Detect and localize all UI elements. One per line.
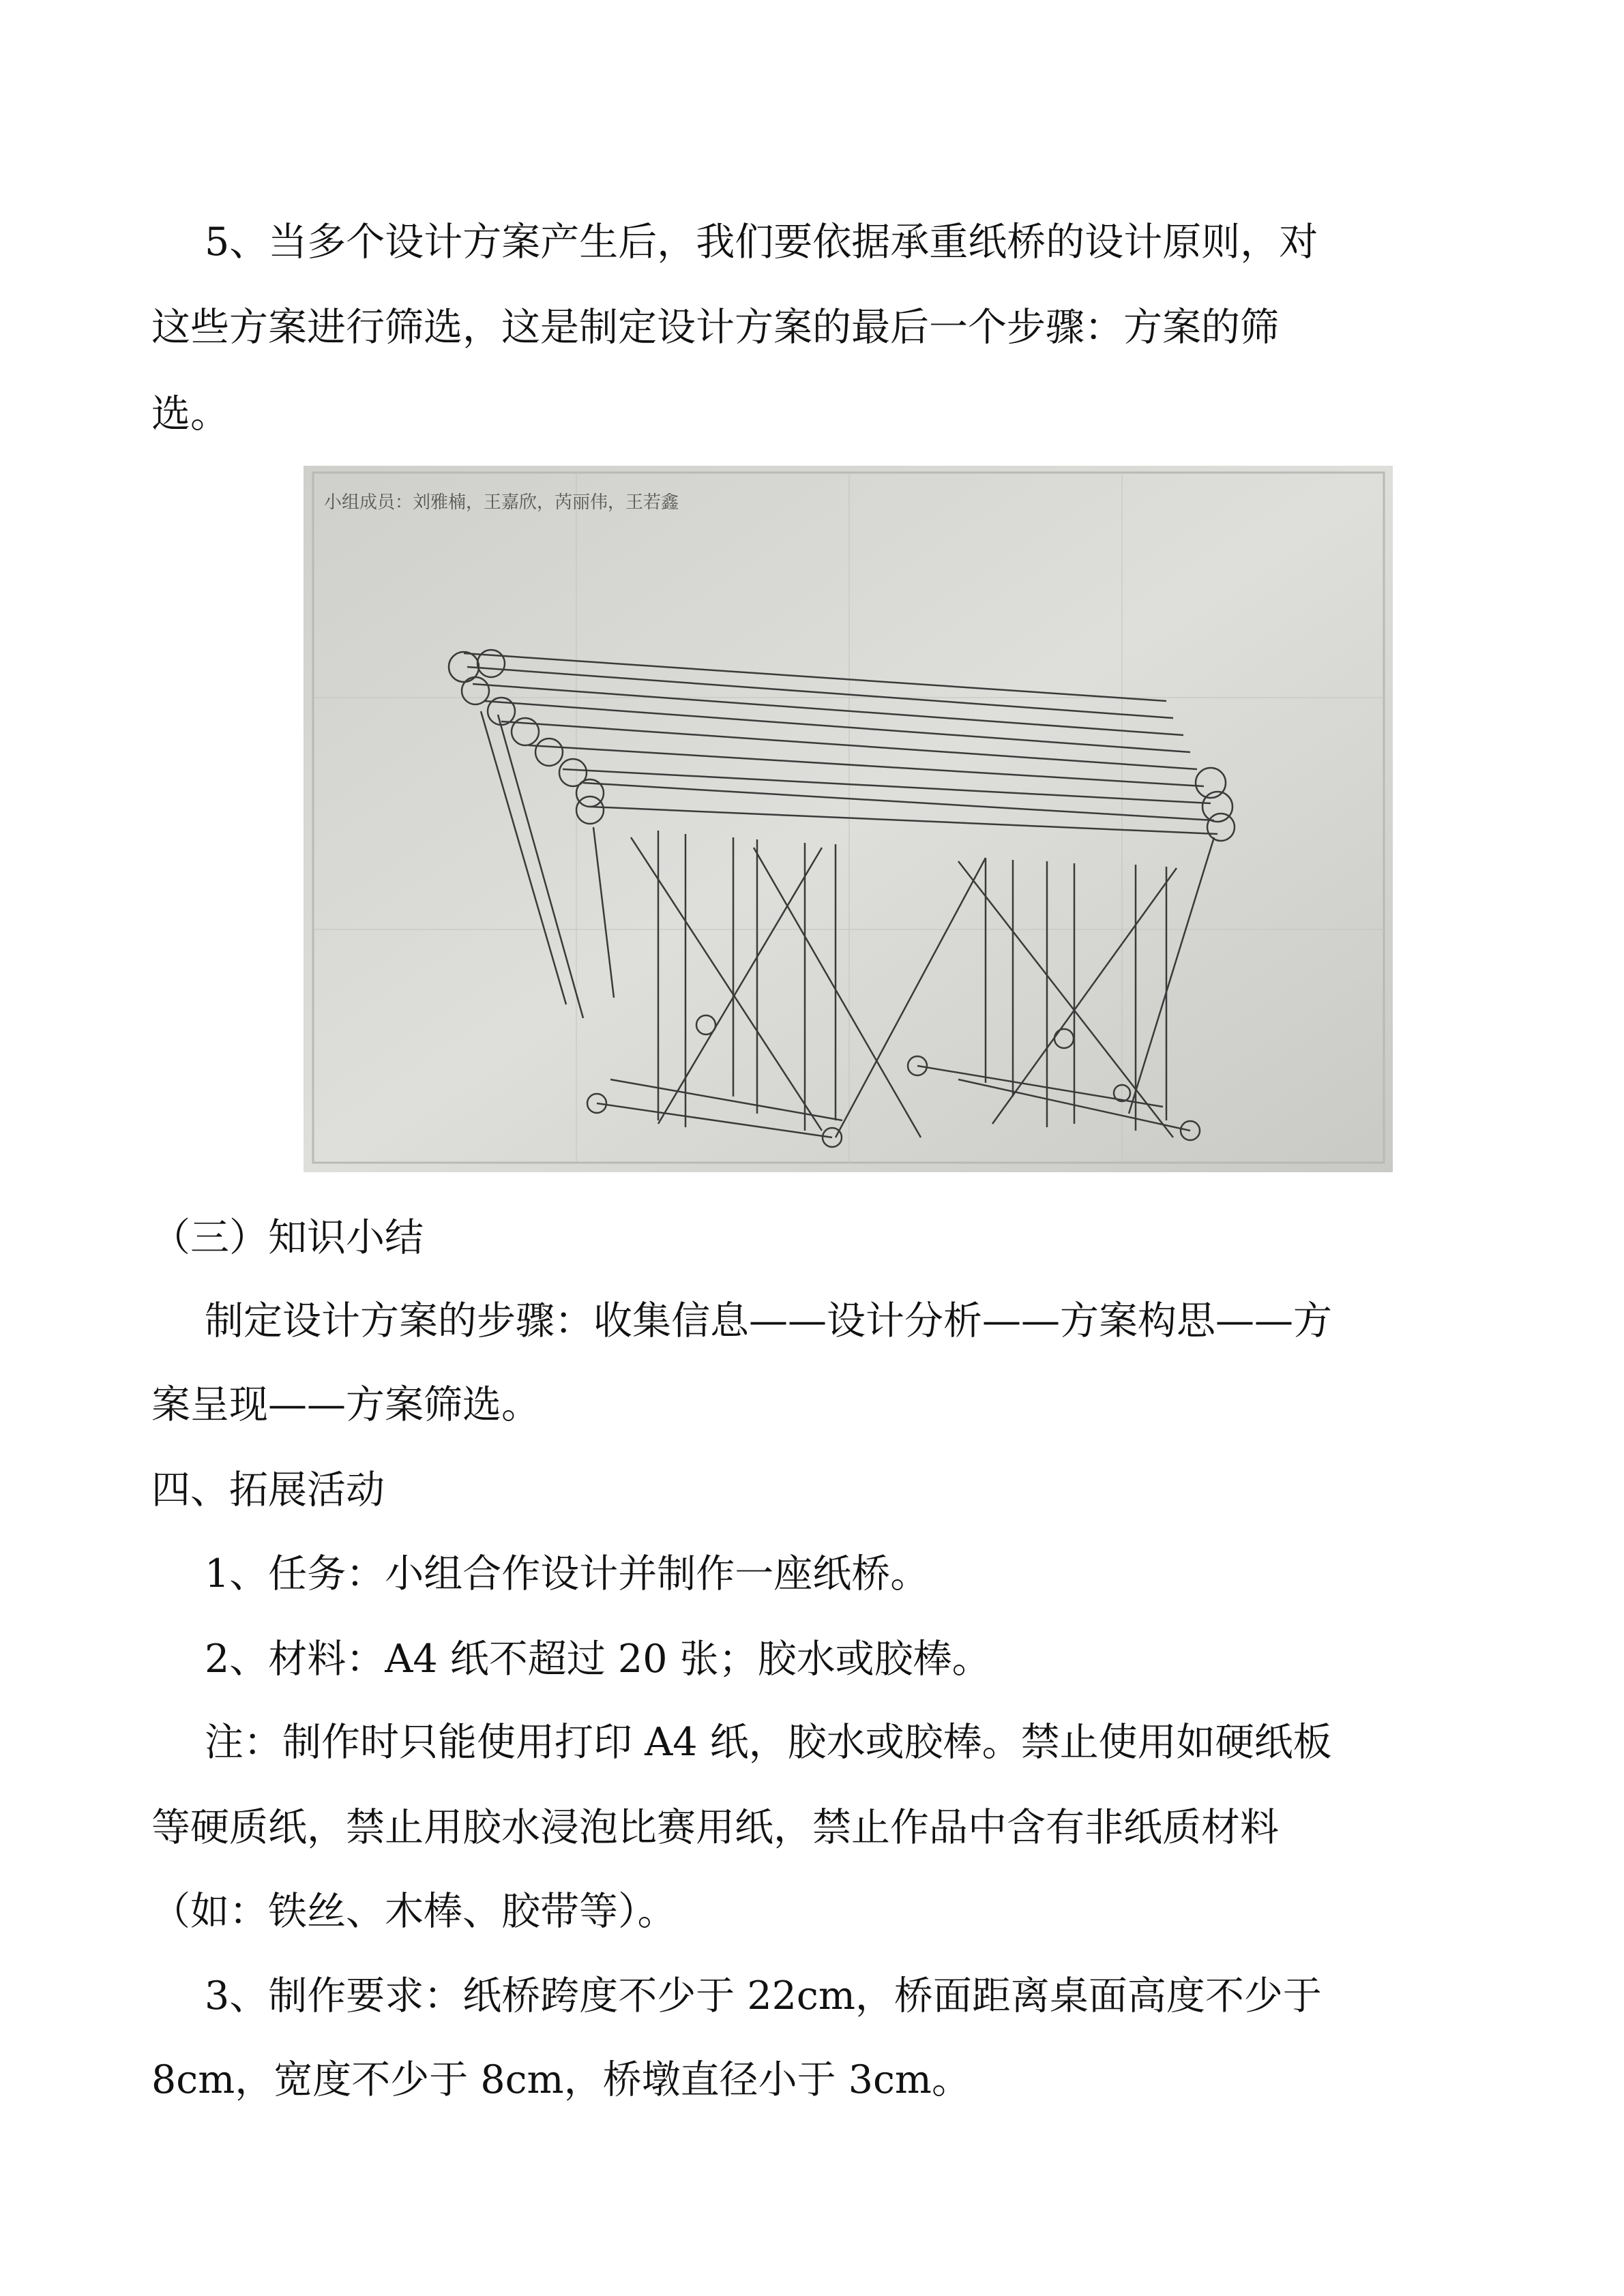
paragraph-5-line-3: 选。	[151, 391, 229, 436]
task-line: 1、任务：小组合作设计并制作一座纸桥。	[205, 1551, 930, 1596]
bridge-sketch-photo	[304, 466, 1393, 1172]
sketch-caption: 小组成员：刘雅楠，王嘉欣，芮丽伟，王若鑫	[324, 492, 679, 513]
note-line-3: （如：铁丝、木棒、胶带等）。	[151, 1889, 677, 1934]
summary-line-2: 案呈现——方案筛选。	[151, 1382, 540, 1427]
summary-line-1: 制定设计方案的步骤：收集信息——设计分析——方案构思——方	[205, 1298, 1332, 1343]
heading-extension-activity: 四、拓展活动	[151, 1467, 385, 1512]
paragraph-5-line-1: 5、当多个设计方案产生后，我们要依据承重纸桥的设计原则，对	[205, 220, 1318, 265]
note-line-2: 等硬质纸，禁止用胶水浸泡比赛用纸，禁止作品中含有非纸质材料	[151, 1805, 1279, 1850]
materials-line: 2、材料：A4 纸不超过 20 张；胶水或胶棒。	[205, 1637, 991, 1682]
heading-knowledge-summary: （三）知识小结	[151, 1215, 424, 1260]
note-line-1: 注：制作时只能使用打印 A4 纸，胶水或胶棒。禁止使用如硬纸板	[205, 1720, 1332, 1765]
requirements-line-2: 8cm，宽度不少于 8cm，桥墩直径小于 3cm。	[151, 2057, 971, 2102]
paragraph-5-line-2: 这些方案进行筛选，这是制定设计方案的最后一个步骤：方案的筛	[151, 305, 1279, 350]
requirements-line-1: 3、制作要求：纸桥跨度不少于 22cm，桥面距离桌面高度不少于	[205, 1973, 1322, 2018]
